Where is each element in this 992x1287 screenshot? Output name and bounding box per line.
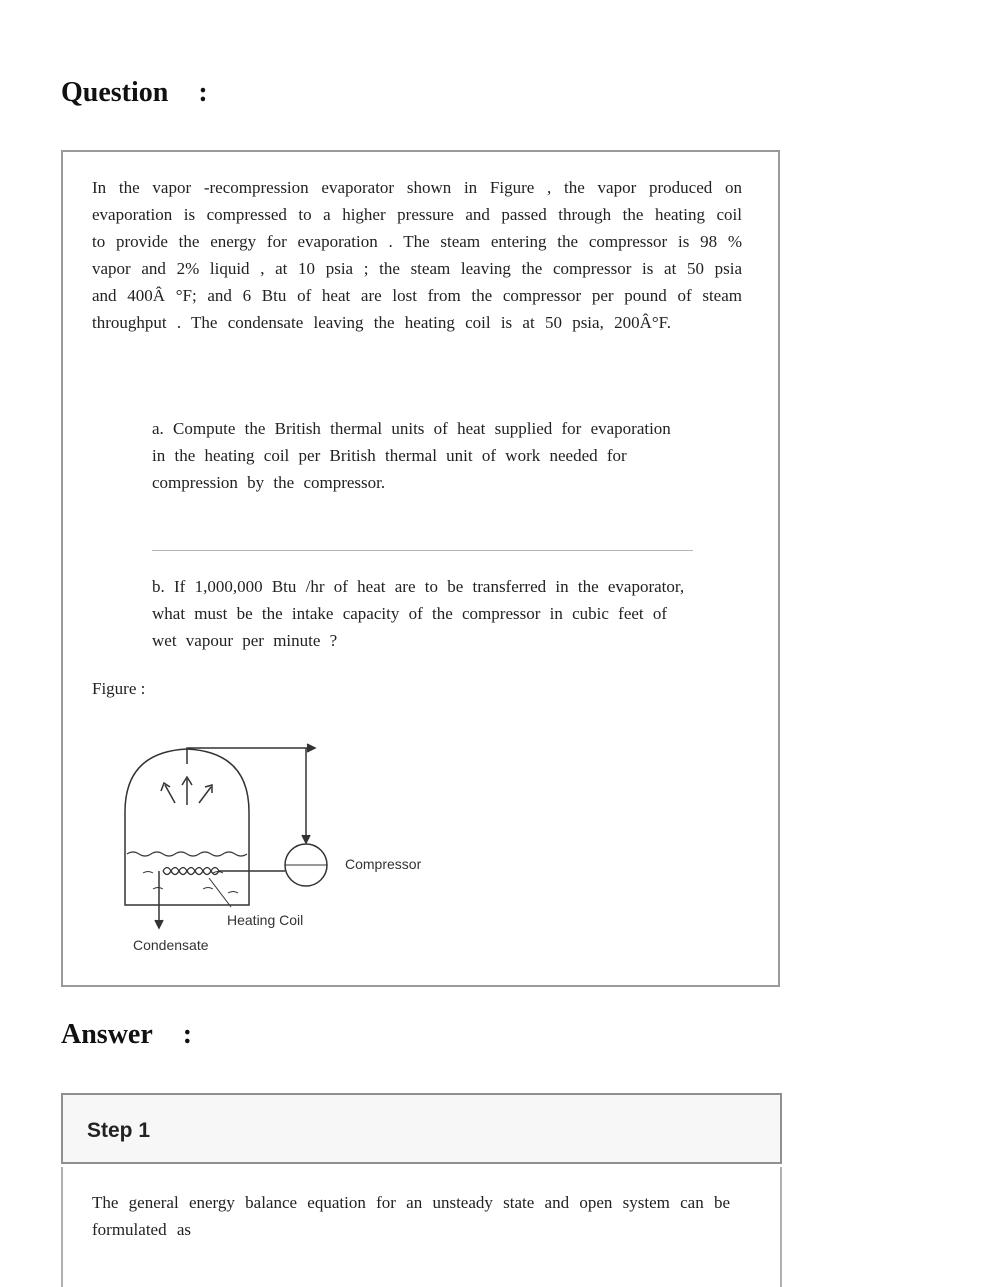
step-body [61,1167,782,1287]
compressor-inlet-arrow [302,835,310,843]
step-header [61,1093,782,1164]
question-heading-text: Question [61,77,169,108]
figure-label: Figure : [92,679,146,698]
evaporator-vessel [125,749,249,905]
answer-heading-colon: : [182,1019,193,1050]
step-text: The general energy balance equation for an unsteady state and open system can be formulated as [92,1193,730,1239]
question-heading [61,79,208,107]
answer-heading-text: Answer [61,1019,153,1050]
heating-coil-label: Heating Coil [227,912,304,928]
question-part-b: b. If 1,000,000 Btu /hr of heat are to be transferred in the evaporator, what must be the intake capacity of the compressor in cubic feet of wet vapour per minute ? [152,577,685,650]
condensate-arrow [155,920,163,928]
liquid-surface [127,852,247,856]
question-heading-colon: : [198,77,208,108]
evaporator-figure [113,737,423,967]
vapor-arrows-icon [161,777,212,805]
vapor-line-arrow [307,744,315,752]
question-intro: In the vapor -recompression evaporator shown in Figure , the vapor produced on evaporation is compressed to a higher pressure and passed through the heating coil to provide the energy for evaporation . The steam entering the compressor is 98 % vapor and 2% liquid , at 10 psia ; the steam leaving the compressor is at 50 psia and 400Â °F; and 6 Btu of heat are lost from the compressor per pound of steam throughput . The condensate leaving the heating coil is at 50 psia, 200Â°F. [92,178,742,332]
step-title: Step 1 [87,1119,151,1142]
question-part-a: a. Compute the British thermal units of heat supplied for evaporation in the heating coil per British thermal unit of work needed for compression by the compressor. [152,419,671,492]
question-box [61,150,780,987]
condensate-label: Condensate [133,937,209,953]
answer-heading [61,1021,192,1049]
compressor-label: Compressor [345,856,422,872]
part-divider [152,550,693,551]
vapor-line [187,748,305,764]
